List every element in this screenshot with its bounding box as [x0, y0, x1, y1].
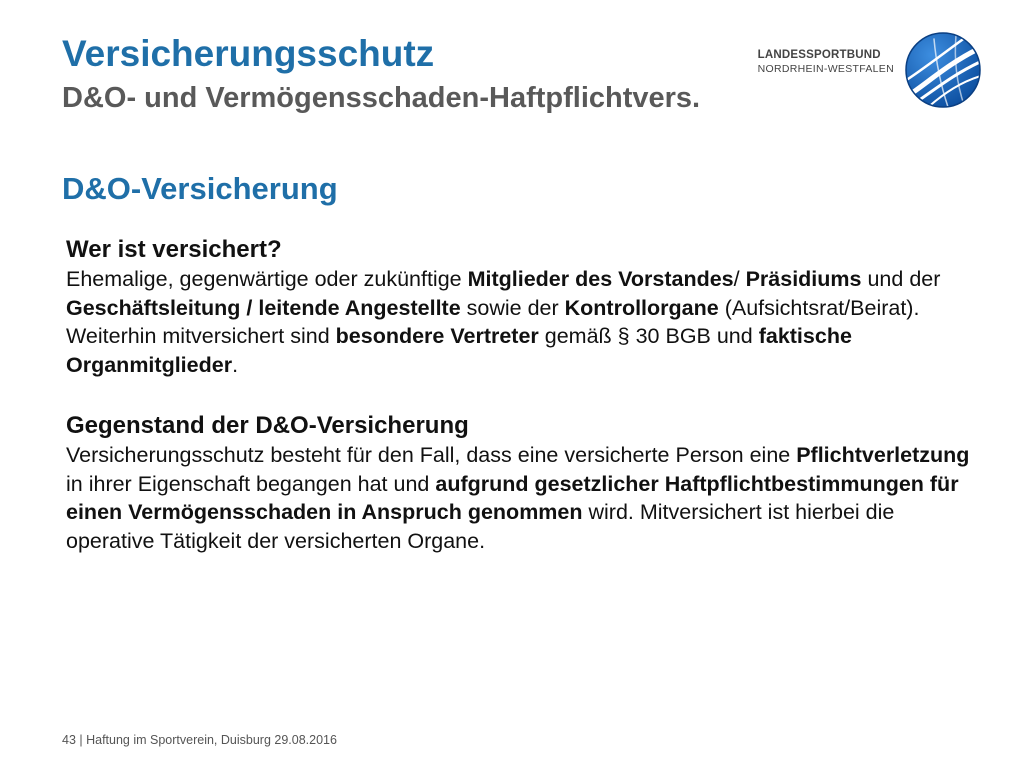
text-run: / [733, 267, 746, 291]
bold-text-run: aufgrund gesetzlicher Haftpflichtbestimmungen für einen Vermögensschaden in Anspruch genommen [66, 471, 959, 524]
bold-text-run: Mitglieder des Vorstandes [467, 267, 734, 291]
lsb-globe-logo-icon [904, 31, 982, 109]
logo-wordmark [758, 49, 894, 75]
bold-text-run: Pflichtverletzung [796, 443, 970, 467]
insurance-subject-heading: Gegenstand der D&O-Versicherung [66, 412, 469, 439]
bold-text-run: Präsidiums [745, 267, 862, 291]
text-run: . [232, 352, 239, 377]
text-run: und der [861, 267, 941, 291]
text-run: gemäß § 30 BGB und [538, 324, 759, 348]
text-run: in ihrer Eigenschaft begangen hat und [66, 471, 436, 496]
insured-persons-text [66, 265, 986, 379]
logo-line-2: NORDRHEIN-WESTFALEN [757, 63, 894, 75]
insurance-subject-text [66, 441, 986, 555]
text-run: sowie der [460, 295, 565, 320]
bold-text-run: besondere Vertreter [335, 324, 539, 348]
insured-persons-heading: Wer ist versichert? [66, 236, 282, 263]
insurance-subject-block [66, 410, 986, 555]
text-run: (Aufsichtsrat/Beirat). Weiterhin mitversichert sind [66, 295, 920, 348]
logo-line-1: LANDESSPORTBUND [757, 49, 881, 61]
slide-title: Versicherungsschutz [62, 33, 435, 74]
bold-text-run: Geschäftsleitung / leitende Angestellte [66, 295, 461, 320]
slide-subtitle: D&O- und Vermögensschaden-Haftpflichtvers. [62, 82, 701, 114]
text-run: Ehemalige, gegenwärtige oder zukünftige [66, 267, 468, 291]
insured-persons-block [66, 234, 986, 379]
slide-footer: 43 | Haftung im Sportverein, Duisburg 29.08.2016 [62, 733, 337, 747]
section-title: D&O-Versicherung [62, 171, 338, 206]
bold-text-run: Kontrollorgane [564, 295, 719, 320]
text-run: wird. Mitversichert ist hierbei die operative Tätigkeit der versicherten Organe. [66, 500, 895, 553]
text-run: Versicherungsschutz besteht für den Fall, dass eine versicherte Person eine [66, 443, 797, 467]
bold-text-run: faktische Organmitglieder [66, 324, 852, 377]
slide-content [66, 234, 986, 555]
